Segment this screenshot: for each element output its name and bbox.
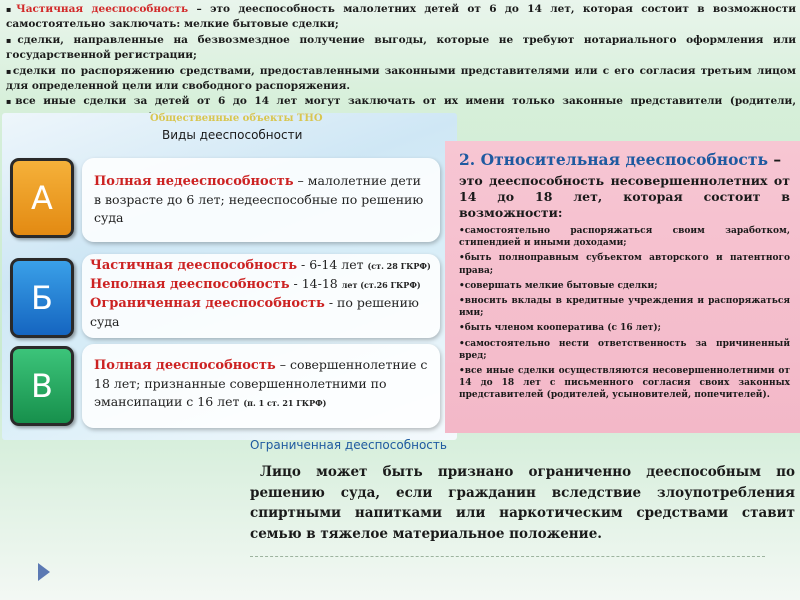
top-paragraph-2: ▪сделки, направленные на безвозмездное получение выгоды, которые не требуют нотариального оформления или государственной регистрации; xyxy=(6,33,797,62)
type-b-box xyxy=(82,254,440,338)
type-b-text-1: - 6-14 лет xyxy=(297,257,368,272)
top-p3-text: сделки по распоряжению средствами, предоставленными законными представителями или с его согласия третьим лицом для определенной цели или свободного распоряжения. xyxy=(6,64,796,93)
top-p1-text: – это дееспособность малолетних детей от 6 до 14 лет, которая состоит в возможности самостоятельно заключать: мелкие бытовые сделки; xyxy=(6,3,796,31)
list-item: •совершать мелкие бытовые сделки; xyxy=(459,280,658,291)
type-a-dash: – xyxy=(293,173,308,188)
list-item: •быть членом кооператива (с 16 лет); xyxy=(459,323,661,334)
relative-subtitle: это дееспособность несовершеннолетних от 14 до 18 лет, которая состоит в возможности: xyxy=(459,173,790,220)
type-v-term: Полная дееспособность xyxy=(94,358,276,373)
relative-title-dash: – xyxy=(768,150,782,169)
type-b-line-1 xyxy=(90,256,432,275)
type-v-ref: (п. 1 ст. 21 ГКРФ) xyxy=(243,398,327,408)
list-item: •самостоятельно распоряжаться своим заработком, стипендией и иными доходами; xyxy=(459,226,790,249)
type-b-text-2: - 14-18 xyxy=(289,276,342,291)
top-term: Частичная дееспособность xyxy=(16,3,189,15)
type-b-line-2 xyxy=(90,275,432,294)
types-heading: Виды дееспособности xyxy=(162,128,303,142)
relative-title-text: 2. Относительная дееспособность xyxy=(459,150,768,169)
type-a-text: малолетние дети в возрасте до 6 лет; недееспособные по решению суда xyxy=(94,173,424,225)
type-a-term: Полная недееспособность xyxy=(94,174,294,189)
top-text-block xyxy=(6,2,796,125)
list-item: •вносить вклады в кредитные учреждения и распоряжаться ими; xyxy=(459,296,790,319)
letter-a-tile: А xyxy=(10,158,74,238)
list-item: •самостоятельно нести ответственность за причиненный вред; xyxy=(459,338,790,361)
next-slide-arrow-icon[interactable] xyxy=(38,563,50,581)
type-a-box xyxy=(82,158,440,242)
ghost-caption: Общественные объекты ТНО xyxy=(150,113,323,124)
limited-capacity-title: Ограниченная дееспособность xyxy=(250,438,447,452)
type-b-line-3 xyxy=(90,294,432,331)
list-item: •быть полноправным субъектом авторского и патентного права; xyxy=(459,253,790,276)
type-b-term-1: Частичная дееспособность xyxy=(90,258,298,273)
top-paragraph-3: ▪сделки по распоряжению средствами, предоставленными законными представителями или с его согласия третьим лицом для определенной цели или свободного распоряжения. xyxy=(6,64,796,93)
type-v-box xyxy=(82,344,440,428)
top-paragraph-4: ▪все иные сделки за детей от 6 до 14 лет могут заключать от их имени только законные представители (родители, xyxy=(6,94,796,125)
top-p4-text: все иные сделки за детей от 6 до 14 лет могут заключать от их имени только законные представители (родители, xyxy=(15,95,796,108)
type-v-text: совершеннолетние с 18 лет; признанные совершеннолетними по эмансипации с 16 лет xyxy=(94,357,428,409)
top-p2-text: сделки, направленные на безвозмездное получение выгоды, которые не требуют нотариального оформления или государственной регистрации; xyxy=(6,33,797,62)
type-b-ref-1: (ст. 28 ГКРФ) xyxy=(367,261,431,271)
letter-v-tile: В xyxy=(10,346,74,426)
letter-b-tile: Б xyxy=(10,258,74,338)
divider xyxy=(250,556,765,557)
type-b-term-3: Ограниченная дееспособность xyxy=(90,296,325,311)
type-b-ref-2: лет (ст.26 ГКРФ) xyxy=(341,280,421,290)
top-paragraph-1: ▪Частичная дееспособность – это дееспособность малолетних детей от 6 до 14 лет, которая состоит в возможности самостоятельно заключать: мелкие бытовые сделки; xyxy=(6,3,796,31)
type-b-term-2: Неполная дееспособность xyxy=(90,277,290,292)
limited-capacity-paragraph: Лицо может быть признано ограниченно дееспособным по решению суда, если гражданин вследствие злоупотребления спиртными напитками или наркотическим средствами ставит семью в тяжелое материальное положение. xyxy=(250,464,795,542)
relative-title xyxy=(459,149,790,171)
type-b-text-3: - по решению суда xyxy=(90,295,419,329)
limited-capacity-text xyxy=(250,462,795,544)
type-v-dash: – xyxy=(275,357,290,372)
list-item: •все иные сделки осуществляются несовершеннолетними от 14 до 18 лет с письменного согласия своих законных представителей (родителей, усыновителей, попечителей). xyxy=(459,366,790,401)
relative-capacity-panel xyxy=(445,141,800,433)
relative-list xyxy=(459,225,790,402)
